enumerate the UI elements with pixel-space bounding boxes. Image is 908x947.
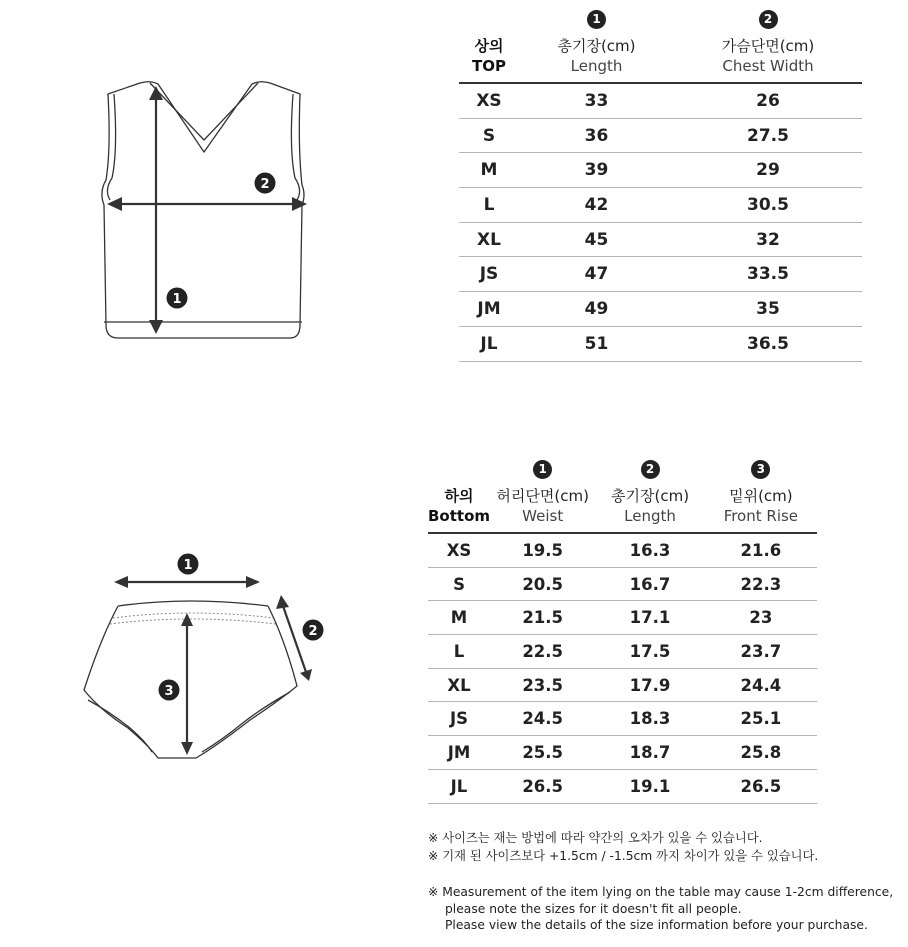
top-col2-title-ko: 가슴단면(cm) xyxy=(721,37,815,55)
top-size-table xyxy=(459,8,862,362)
length-cell: 17.5 xyxy=(595,635,704,669)
svg-text:3: 3 xyxy=(164,684,174,699)
length-cell: 33 xyxy=(519,83,674,118)
note-ko-line-1: ※ 사이즈는 재는 방법에 따라 약간의 오차가 있을 수 있습니다. xyxy=(428,831,763,845)
length-cell: 17.9 xyxy=(595,668,704,702)
table-row xyxy=(428,567,817,601)
table-row xyxy=(459,257,862,292)
chest-width-cell: 29 xyxy=(674,153,862,188)
waist-cell: 19.5 xyxy=(490,533,595,567)
table-row xyxy=(459,222,862,257)
svg-text:2: 2 xyxy=(308,624,318,639)
table-row xyxy=(459,83,862,118)
note-en-line-2: please note the sizes for it doesn't fit all people. xyxy=(445,901,742,916)
table-row xyxy=(428,533,817,567)
length-cell: 16.3 xyxy=(595,533,704,567)
size-cell: XS xyxy=(428,533,490,567)
length-cell: 49 xyxy=(519,292,674,327)
note-en-line-1: ※ Measurement of the item lying on the table may cause 1-2cm difference, xyxy=(428,885,894,899)
size-cell: JL xyxy=(459,326,519,361)
svg-text:1: 1 xyxy=(183,558,193,573)
size-cell: JS xyxy=(459,257,519,292)
waist-cell: 25.5 xyxy=(490,736,595,770)
note-ko-line-2: ※ 기재 된 사이즈보다 +1.5cm / -1.5cm 까지 차이가 있을 수 있습니다. xyxy=(428,849,819,863)
size-cell: M xyxy=(459,153,519,188)
bottom-label-en: Bottom xyxy=(428,506,491,525)
table-row xyxy=(428,668,817,702)
chest-width-cell: 35 xyxy=(674,292,862,327)
size-cell: XL xyxy=(428,668,490,702)
bottom-col3-number: 3 xyxy=(751,460,770,479)
size-notes-ko xyxy=(428,829,818,865)
top-col1-title-ko: 총기장(cm) xyxy=(557,37,636,55)
bottom-col1-title-en: Weist xyxy=(522,506,564,525)
bottom-table-header xyxy=(428,458,817,533)
svg-text:2: 2 xyxy=(260,177,270,192)
length-cell: 18.7 xyxy=(595,736,704,770)
note-en-line-3: Please view the details of the size information before your purchase. xyxy=(445,918,868,932)
front-rise-cell: 21.6 xyxy=(705,533,817,567)
length-cell: 16.7 xyxy=(595,567,704,601)
size-cell: S xyxy=(459,118,519,153)
size-cell: L xyxy=(459,188,519,223)
top-col2-number: 2 xyxy=(759,10,778,29)
length-cell: 17.1 xyxy=(595,601,704,635)
chest-width-cell: 27.5 xyxy=(674,118,862,153)
bottom-col2-title-ko: 총기장(cm) xyxy=(611,487,690,505)
table-row xyxy=(459,292,862,327)
table-row xyxy=(459,188,862,223)
size-cell: M xyxy=(428,601,490,635)
bottom-col2-number: 2 xyxy=(641,460,660,479)
table-row xyxy=(428,601,817,635)
top-label-ko: 상의 xyxy=(474,37,504,55)
front-rise-cell: 23 xyxy=(705,601,817,635)
table-row xyxy=(428,736,817,770)
bottom-label-ko: 하의 xyxy=(444,487,474,505)
top-col1-title-en: Length xyxy=(570,56,623,75)
front-rise-cell: 26.5 xyxy=(705,769,817,803)
shorts-marker-2 xyxy=(303,620,324,641)
size-notes-en xyxy=(428,884,893,934)
size-cell: L xyxy=(428,635,490,669)
shorts-marker-1 xyxy=(178,554,199,575)
length-cell: 47 xyxy=(519,257,674,292)
bottom-col2-title-en: Length xyxy=(624,506,676,525)
front-rise-cell: 24.4 xyxy=(705,668,817,702)
waist-cell: 24.5 xyxy=(490,702,595,736)
waist-cell: 26.5 xyxy=(490,769,595,803)
waist-cell: 20.5 xyxy=(490,567,595,601)
length-cell: 36 xyxy=(519,118,674,153)
top-label-en: TOP xyxy=(472,56,506,75)
chest-width-cell: 30.5 xyxy=(674,188,862,223)
length-cell: 18.3 xyxy=(595,702,704,736)
length-cell: 19.1 xyxy=(595,769,704,803)
table-row xyxy=(428,769,817,803)
length-cell: 39 xyxy=(519,153,674,188)
bottom-size-table xyxy=(428,458,817,804)
size-cell: JS xyxy=(428,702,490,736)
front-rise-cell: 25.8 xyxy=(705,736,817,770)
table-row xyxy=(428,702,817,736)
waist-cell: 22.5 xyxy=(490,635,595,669)
table-row xyxy=(459,326,862,361)
chest-width-cell: 33.5 xyxy=(674,257,862,292)
bottom-col1-number: 1 xyxy=(533,460,552,479)
top-table-header xyxy=(459,8,862,83)
chest-width-cell: 36.5 xyxy=(674,326,862,361)
svg-text:1: 1 xyxy=(172,292,182,307)
size-cell: XS xyxy=(459,83,519,118)
length-cell: 51 xyxy=(519,326,674,361)
size-cell: JL xyxy=(428,769,490,803)
top-col2-title-en: Chest Width xyxy=(722,56,814,75)
chest-width-cell: 32 xyxy=(674,222,862,257)
size-cell: JM xyxy=(459,292,519,327)
top-col1-number: 1 xyxy=(587,10,606,29)
bottom-col1-title-ko: 허리단면(cm) xyxy=(496,487,589,505)
bottom-col3-title-ko: 밑위(cm) xyxy=(729,487,793,505)
vest-diagram xyxy=(90,78,320,348)
chest-width-cell: 26 xyxy=(674,83,862,118)
vest-marker-2 xyxy=(255,173,276,194)
waist-cell: 23.5 xyxy=(490,668,595,702)
size-cell: S xyxy=(428,567,490,601)
front-rise-cell: 23.7 xyxy=(705,635,817,669)
size-cell: JM xyxy=(428,736,490,770)
shorts-diagram xyxy=(78,548,338,768)
table-row xyxy=(459,118,862,153)
front-rise-cell: 22.3 xyxy=(705,567,817,601)
table-row xyxy=(459,153,862,188)
front-rise-cell: 25.1 xyxy=(705,702,817,736)
waist-cell: 21.5 xyxy=(490,601,595,635)
length-cell: 45 xyxy=(519,222,674,257)
vest-marker-1 xyxy=(167,288,188,309)
length-cell: 42 xyxy=(519,188,674,223)
table-row xyxy=(428,635,817,669)
shorts-marker-3 xyxy=(159,680,180,701)
bottom-col3-title-en: Front Rise xyxy=(723,506,799,525)
size-cell: XL xyxy=(459,222,519,257)
